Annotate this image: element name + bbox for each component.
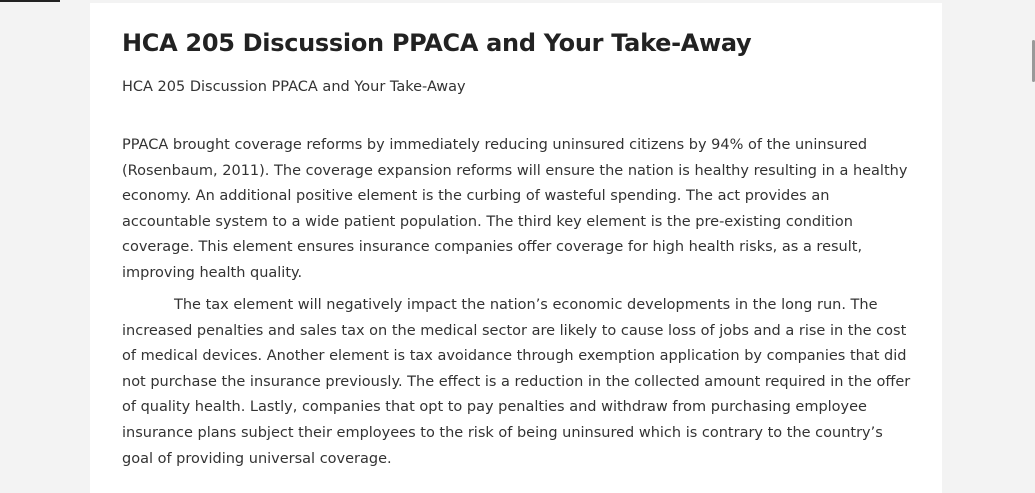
document-page (90, 3, 942, 493)
paragraph-1: PPACA brought coverage reforms by immediately reducing uninsured citizens by 94% of the uninsured (Rosenbaum, 2011). The coverage expansion reforms will ensure the nation is healthy resulting in a healthy economy. An additional positive element is the curbing of wasteful spending. The act provides an accountable system to a wide patient population. The third key element is the pre-existing condition coverage. This element ensures insurance companies offer coverage for high health risks, as a result, improving health quality. (122, 137, 908, 281)
scrollbar[interactable] (1029, 0, 1035, 493)
page-title: HCA 205 Discussion PPACA and Your Take-Away (122, 29, 752, 57)
paragraph-2: The tax element will negatively impact the nation’s economic developments in the long run. The increased penalties and sales tax on the medical sector are likely to cause loss of jobs and a rise in the cost of medical devices. Another element is tax avoidance through exemption application by companies that did not purchase the insurance previously. The effect is a reduction in the collected amount required in the offer of quality health. Lastly, companies that opt to pay penalties and withdraw from purchasing employee insurance plans subject their employees to the risk of being uninsured which is contrary to the country’s goal of providing universal coverage. (122, 297, 911, 467)
top-tab-indicator (0, 0, 60, 2)
page-subtitle: HCA 205 Discussion PPACA and Your Take-Away (122, 79, 466, 95)
